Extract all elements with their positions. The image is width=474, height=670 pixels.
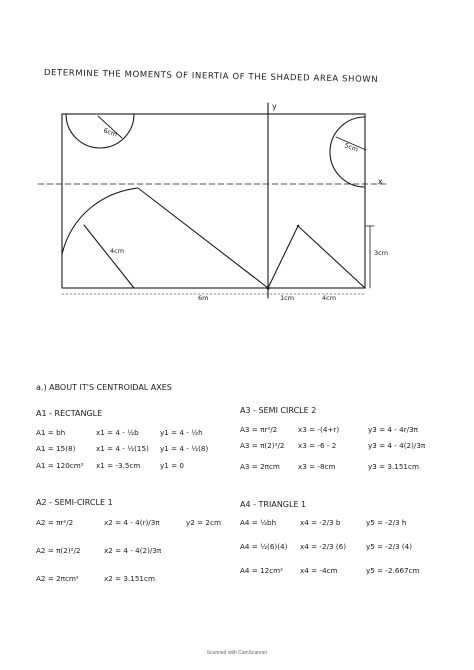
scanner-watermark: Scanned with CamScanner bbox=[206, 650, 268, 656]
a3-r2c2: x3 = -6 - 2 bbox=[298, 441, 337, 450]
a1-r3c1: A1 = 120cm² bbox=[36, 461, 84, 470]
a4-r3c2: x4 = -4cm bbox=[300, 566, 338, 575]
a3-r2c1: A3 = π(2)²/2 bbox=[240, 441, 285, 450]
semicircle-right bbox=[330, 117, 365, 187]
a2-r1c1: A2 = πr²/2 bbox=[36, 518, 74, 527]
a1-r1c1: A1 = bh bbox=[36, 428, 66, 437]
a2-heading: A2 - SEMI-CIRCLE 1 bbox=[36, 498, 113, 507]
a2-r1c2: x2 = 4 - 4(r)/3π bbox=[104, 518, 160, 527]
section-heading: a.) ABOUT IT'S CENTROIDAL AXES bbox=[36, 383, 172, 392]
a3-heading: A3 - SEMI CIRCLE 2 bbox=[240, 406, 317, 415]
a2-r3c2: x2 = 3.151cm bbox=[104, 574, 155, 583]
a4-r1c3: y5 = -2/3 h bbox=[366, 518, 407, 527]
a3-r3c1: A3 = 2πcm bbox=[240, 462, 280, 471]
slant-4cm bbox=[84, 225, 134, 288]
outer-rectangle bbox=[62, 114, 365, 288]
label-3cm: 3cm bbox=[374, 249, 389, 257]
label-6m: 6m bbox=[198, 294, 209, 302]
figure-diagram bbox=[0, 0, 474, 320]
a4-r1c1: A4 = ½bh bbox=[240, 518, 277, 527]
a1-r3c3: y1 = 0 bbox=[160, 461, 184, 470]
label-6cm: 6cm bbox=[102, 126, 119, 139]
y-axis-label: y bbox=[272, 102, 277, 111]
a1-r2c3: y1 = 4 - ½(8) bbox=[160, 444, 209, 453]
a3-r1c2: x3 = -(4+r) bbox=[298, 425, 340, 434]
a3-r3c2: x3 = -8cm bbox=[298, 462, 336, 471]
a3-r2c3: y3 = 4 - 4(2)/3π bbox=[368, 441, 426, 450]
a1-r1c2: x1 = 4 - ½b bbox=[96, 428, 139, 437]
label-1cm: 1cm bbox=[280, 294, 295, 302]
a1-r1c3: y1 = 4 - ½h bbox=[160, 428, 203, 437]
left-arc bbox=[62, 188, 138, 254]
a4-r2c3: y5 = -2/3 (4) bbox=[366, 542, 413, 551]
a2-r3c1: A2 = 2πcm² bbox=[36, 574, 79, 583]
label-5cm: 5cm bbox=[343, 141, 360, 154]
a1-r2c1: A1 = 15(8) bbox=[36, 444, 76, 453]
label-4cm-slant: 4cm bbox=[110, 247, 125, 255]
semicircle-top-left bbox=[66, 114, 134, 148]
a3-r1c1: A3 = πr²/2 bbox=[240, 425, 278, 434]
a2-r2c1: A2 = π(2)²/2 bbox=[36, 546, 81, 555]
x-axis-label: x bbox=[378, 177, 383, 186]
a4-r2c1: A4 = ½(6)(4) bbox=[240, 542, 288, 551]
a1-r3c2: x1 = -3.5cm bbox=[96, 461, 141, 470]
problem-title: DETERMINE THE MOMENTS OF INERTIA OF THE SHADED AREA SHOWN bbox=[43, 68, 379, 86]
triangle-small bbox=[268, 226, 365, 288]
a2-r1c3: y2 = 2cm bbox=[186, 518, 221, 527]
a2-r2c2: x2 = 4 - 4(2)/3π bbox=[104, 546, 162, 555]
a1-r2c2: x1 = 4 - ½(15) bbox=[96, 444, 149, 453]
a4-r3c1: A4 = 12cm² bbox=[240, 566, 284, 575]
label-4cm-bottom: 4cm bbox=[322, 294, 337, 302]
a4-r3c3: y5 = -2.667cm bbox=[366, 566, 420, 575]
a3-r1c3: y3 = 4 - 4r/3π bbox=[368, 425, 419, 434]
triangle-large-left bbox=[138, 188, 268, 288]
a1-heading: A1 - RECTANGLE bbox=[36, 409, 103, 418]
a4-heading: A4 - TRIANGLE 1 bbox=[240, 500, 307, 509]
a4-r2c2: x4 = -2/3 (6) bbox=[300, 542, 347, 551]
a3-r3c3: y3 = 3.151cm bbox=[368, 462, 419, 471]
a4-r1c2: x4 = -2/3 b bbox=[300, 518, 341, 527]
